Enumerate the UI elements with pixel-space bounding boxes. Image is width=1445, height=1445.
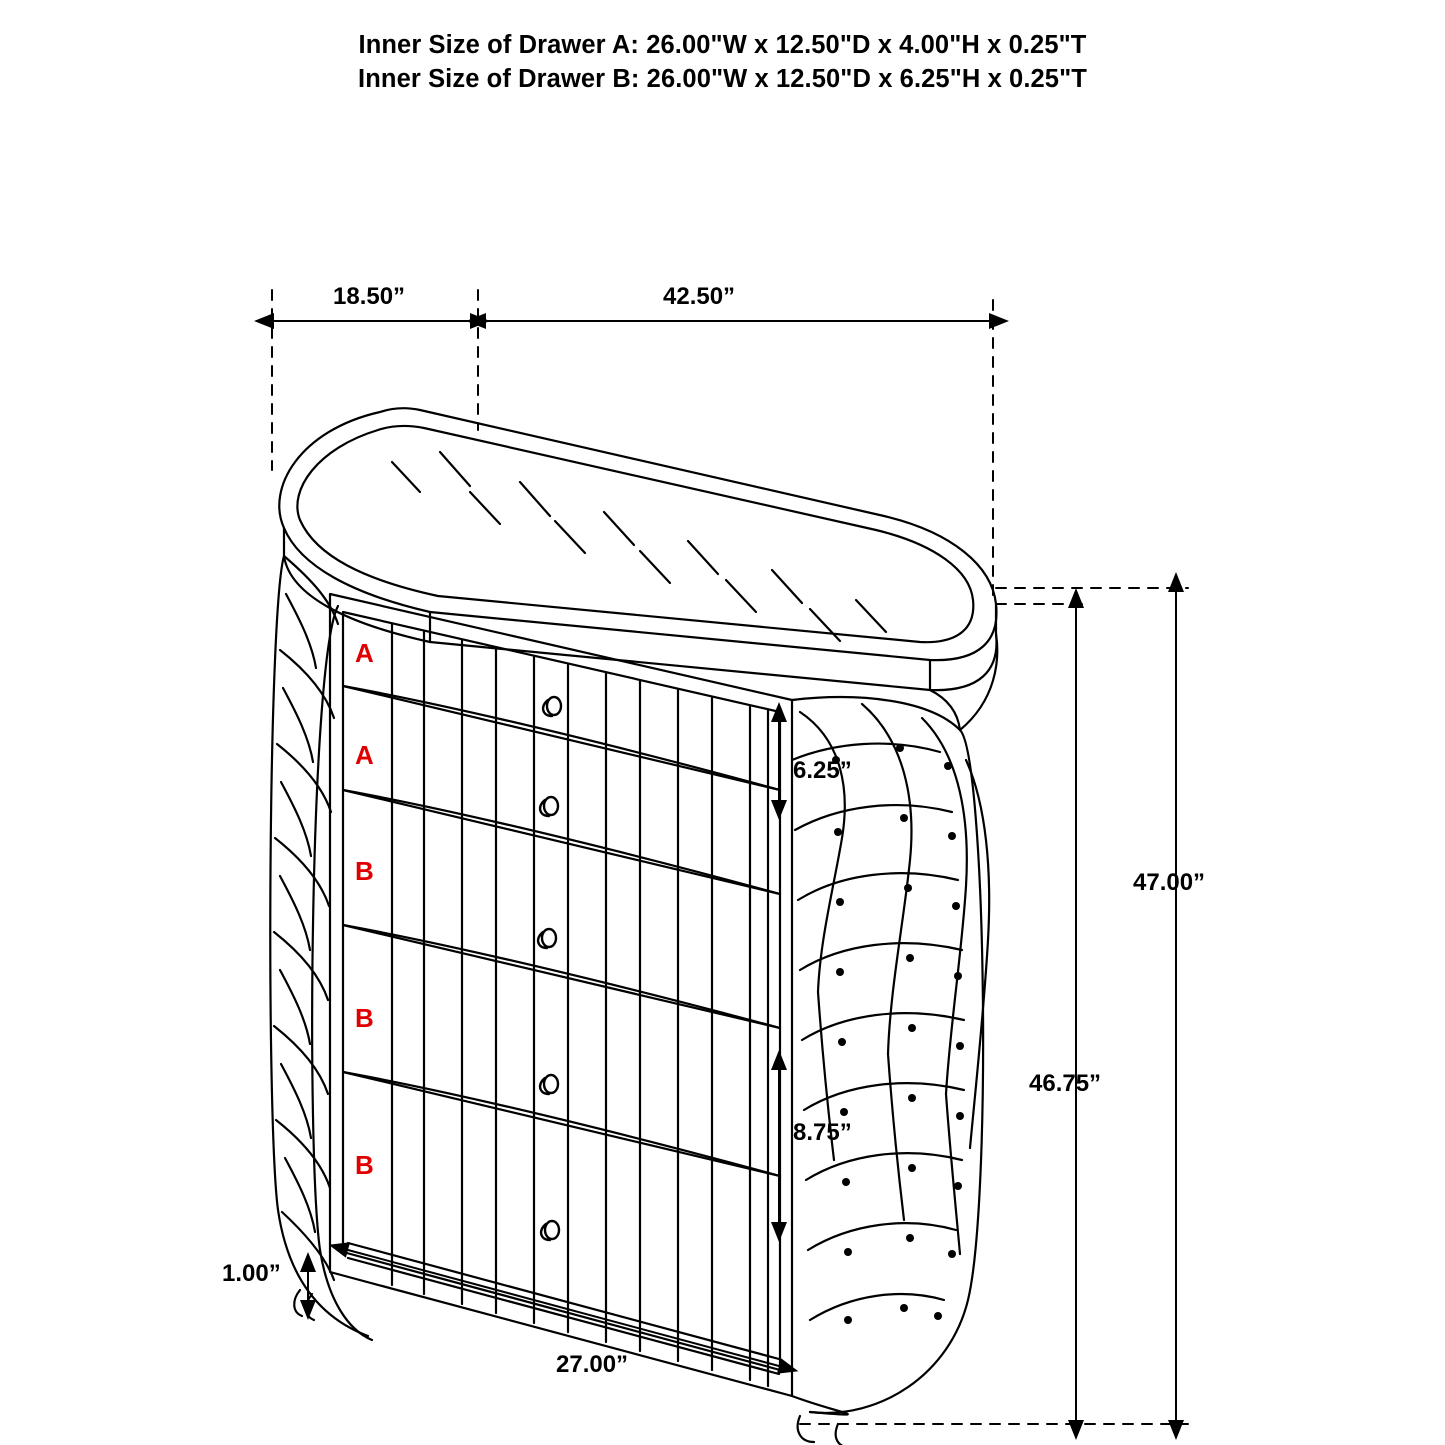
dim-label-overall-height: 47.00” bbox=[1133, 869, 1206, 896]
dim-label-foot-height: 1.00” bbox=[222, 1260, 281, 1287]
note-drawer-b: Inner Size of Drawer B: 26.00"W x 12.50"D x 6.25"H x 0.25"T bbox=[358, 65, 1087, 93]
dim-label-front-width: 27.00” bbox=[556, 1351, 629, 1378]
dim-label-drawer-a-height: 6.25” bbox=[793, 757, 852, 784]
drawer-label-row-4: B bbox=[355, 1003, 374, 1033]
drawer-label-row-2: A bbox=[355, 740, 374, 770]
note-drawer-a: Inner Size of Drawer A: 26.00"W x 12.50"D x 4.00"H x 0.25"T bbox=[358, 31, 1087, 59]
dim-label-top-right-width: 42.50” bbox=[663, 283, 736, 310]
drawer-label-row-3: B bbox=[355, 856, 374, 886]
dim-label-drawer-b-height: 8.75” bbox=[793, 1119, 852, 1146]
dim-label-cabinet-height: 46.75” bbox=[1029, 1070, 1102, 1097]
dim-label-top-left-width: 18.50” bbox=[333, 283, 406, 310]
drawer-label-row-1: A bbox=[355, 638, 374, 668]
drawer-label-row-5: B bbox=[355, 1150, 374, 1180]
